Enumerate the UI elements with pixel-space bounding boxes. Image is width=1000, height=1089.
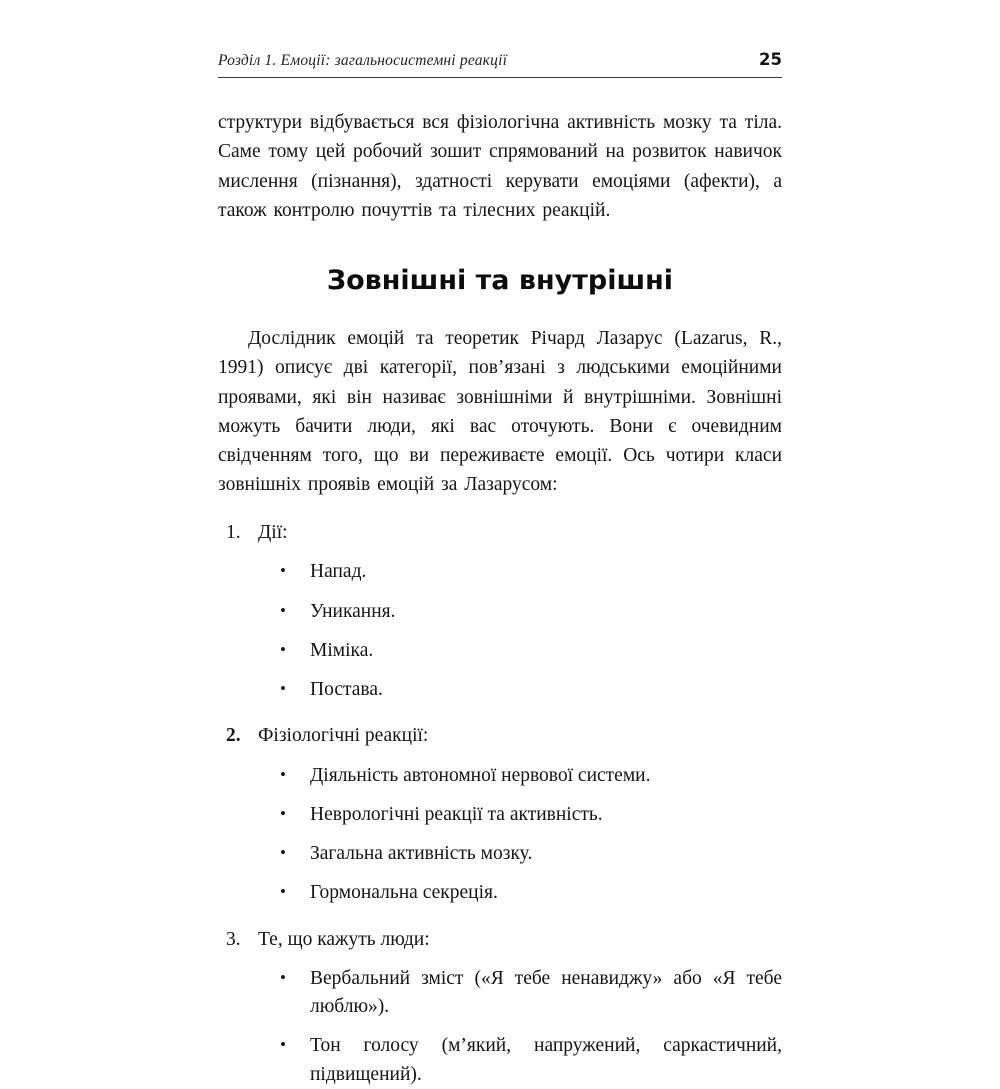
bullet-icon: • xyxy=(280,967,286,987)
paragraph-continuation: структури відбувається вся фізіологічна активність мозку та тіла. Саме тому цей робочий зошит спрямований на розвиток навичок мислення (пізнання), здатності керувати емоціями (афекти), а також контролю почуттів та тілесних реакцій. xyxy=(218,112,782,221)
list-item-number: 2. xyxy=(226,725,241,747)
bullet-item xyxy=(280,965,782,1022)
bullet-item xyxy=(280,840,782,868)
bullet-text: Вербальний зміст («Я тебе ненавиджу» або «Я тебе люблю»). xyxy=(310,967,782,1018)
bullet-item xyxy=(280,801,782,829)
bullet-icon: • xyxy=(280,882,286,902)
list-item-label: Дії: xyxy=(258,522,288,543)
running-header xyxy=(218,50,782,78)
list-item-label: Те, що кажуть люди: xyxy=(258,928,430,950)
outer-manifestations-list xyxy=(218,519,782,1089)
bullet-text: Діяльність автономної нервової системи. xyxy=(310,764,651,786)
bullet-text: Неврологічні реакції та активність. xyxy=(310,803,603,825)
bullet-item xyxy=(280,762,782,790)
bullet-item xyxy=(280,1032,782,1089)
list-item xyxy=(218,722,782,907)
bullet-item xyxy=(280,598,782,626)
list-item-label: Фізіологічні реакції: xyxy=(258,725,429,747)
list-item-number: 1. xyxy=(226,522,241,543)
list-item-head xyxy=(226,519,782,547)
bullet-text: Уникання. xyxy=(310,600,396,622)
bullet-item xyxy=(280,637,782,665)
bullet-item xyxy=(280,879,782,907)
chapter-title: Розділ 1. Емоції: загальносистемні реакції xyxy=(218,52,508,69)
bullet-icon: • xyxy=(280,639,286,659)
bullet-text: Загальна активність мозку. xyxy=(310,843,533,865)
bullet-item xyxy=(280,558,782,586)
list-item-number: 3. xyxy=(226,928,241,950)
bullet-icon: • xyxy=(280,764,286,784)
bullet-icon: • xyxy=(280,1035,286,1055)
bullet-text: Тон голосу (м’який, напружений, саркастичний, підвищений). xyxy=(310,1035,782,1085)
list-item-head xyxy=(226,926,782,954)
bullet-text: Напад. xyxy=(310,561,367,583)
bullet-text: Постава. xyxy=(310,679,383,701)
bullet-list xyxy=(218,762,782,908)
page-number: 25 xyxy=(759,50,782,69)
bullet-list xyxy=(218,558,782,704)
bullet-text: Міміка. xyxy=(310,639,374,661)
list-item-head xyxy=(226,722,782,750)
bullet-icon: • xyxy=(280,600,286,620)
bullet-list xyxy=(218,965,782,1089)
list-item xyxy=(218,519,782,704)
bullet-icon: • xyxy=(280,679,286,699)
bullet-text: Гормональна секреція. xyxy=(310,882,498,904)
bullet-icon: • xyxy=(280,803,286,823)
list-item xyxy=(218,926,782,1089)
bullet-icon: • xyxy=(280,561,286,581)
section-heading: Зовнішні та внутрішні xyxy=(326,265,674,296)
paragraph-intro: Дослідник емоцій та теоретик Річард Лазарус (Lazarus, R., 1991) описує дві категорії, пов’язані з людськими емоційними проявами, які він називає зовнішніми й внутрішніми. Зовнішні можуть бачити люди, які вас оточують. Вони є очевидним свідченням того, що ви переживаєте емоції. Ось чотири класи зовнішніх проявів емоцій за Лазарусом: xyxy=(218,328,782,496)
bullet-icon: • xyxy=(280,843,286,863)
bullet-item xyxy=(280,676,782,704)
